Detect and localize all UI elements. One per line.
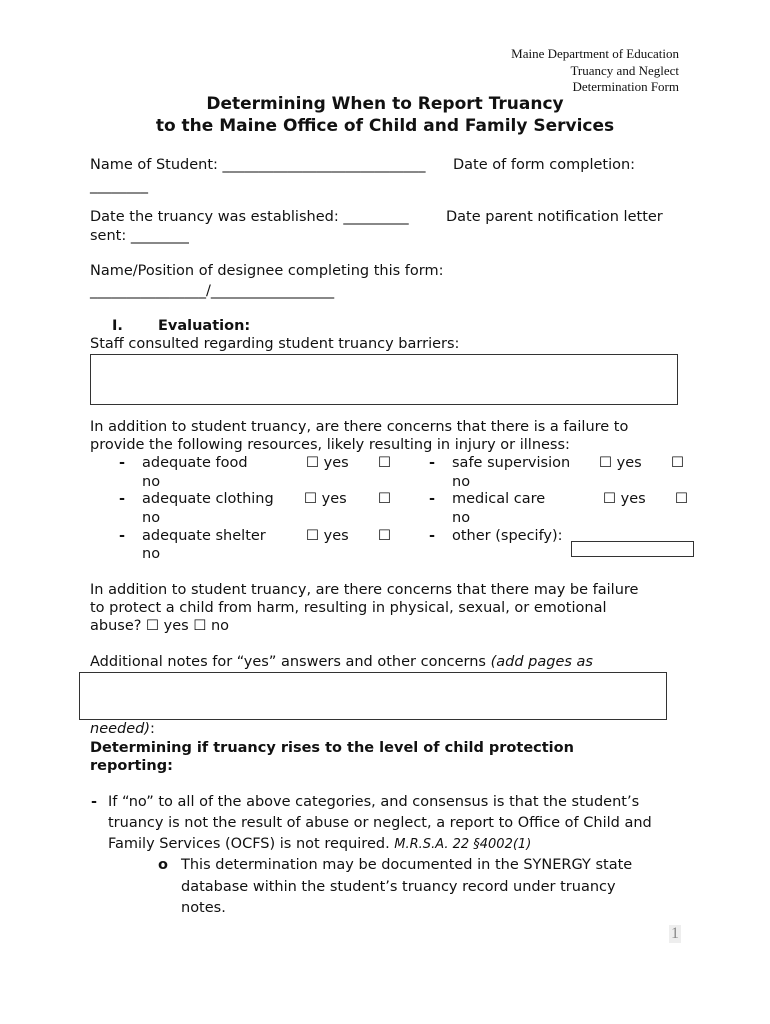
determining-p1: If “no” to all of the above categories, and consensus is that the student’s (108, 794, 640, 810)
shelter-no-checkbox[interactable]: ☐ (378, 528, 391, 544)
section-heading: Evaluation: (158, 318, 251, 334)
food-no-checkbox[interactable]: ☐ (378, 455, 391, 471)
bullet: - (429, 528, 436, 544)
page-number: 1 (671, 925, 679, 942)
supervision-no-label: no (452, 474, 471, 490)
sub-bullet: o (158, 857, 168, 873)
item-clothing: adequate clothing (142, 491, 274, 507)
form-date-field[interactable]: ________ (90, 178, 148, 194)
item-supervision: safe supervision (452, 455, 571, 471)
bullet: - (119, 455, 126, 471)
bullet: - (429, 455, 436, 471)
item-shelter: adequate shelter (142, 528, 266, 544)
protect-line3[interactable]: abuse? ☐ yes ☐ no (90, 618, 230, 634)
parent-letter-label: Date parent notification letter (446, 209, 663, 225)
student-name-field[interactable]: Name of Student: ____________________________ (90, 157, 426, 173)
determining-heading-line1: Determining if truancy rises to the level of child protection (90, 740, 574, 756)
bullet: - (119, 491, 126, 507)
clothing-yes-checkbox[interactable]: ☐ yes (304, 491, 347, 507)
synergy-line2: database within the student’s truancy record under truancy (181, 879, 616, 895)
protect-line1: In addition to student truancy, are there concerns that there may be failure (90, 582, 639, 598)
supervision-yes-checkbox[interactable]: ☐ yes (599, 455, 642, 471)
protect-line2: to protect a child from harm, resulting in physical, sexual, or emotional (90, 600, 607, 616)
clothing-no-label: no (142, 510, 161, 526)
shelter-no-label: no (142, 546, 161, 562)
determining-p2: truancy is not the result of abuse or neglect, a report to Office of Child and (108, 815, 652, 831)
supervision-no-checkbox[interactable]: ☐ (671, 455, 684, 471)
synergy-line3: notes. (181, 900, 226, 916)
header-form-name: Determination Form (572, 79, 679, 94)
food-no-label: no (142, 474, 161, 490)
bullet: - (91, 794, 98, 810)
notes-input[interactable] (79, 672, 667, 720)
page-title-line2: to the Maine Office of Child and Family Services (155, 116, 615, 136)
resources-intro-line2: provide the following resources, likely resulting in injury or illness: (90, 437, 570, 453)
section-number: I. (112, 318, 123, 334)
notes-label-end: needed): (90, 721, 155, 737)
bullet: - (429, 491, 436, 507)
staff-consulted-input[interactable] (90, 354, 678, 405)
resources-intro-line1: In addition to student truancy, are there concerns that there is a failure to (90, 419, 629, 435)
header-department: Maine Department of Education (511, 46, 679, 61)
header-truancy: Truancy and Neglect (570, 63, 679, 78)
determining-heading-line2: reporting: (90, 758, 173, 774)
page-title-line1: Determining When to Report Truancy (206, 94, 564, 114)
parent-letter-field[interactable]: sent: ________ (90, 228, 189, 244)
clothing-no-checkbox[interactable]: ☐ (378, 491, 391, 507)
notes-label: Additional notes for “yes” answers and other concerns (add pages as (90, 654, 593, 670)
truancy-date-field[interactable]: Date the truancy was established: _________ (90, 209, 409, 225)
medical-no-label: no (452, 510, 471, 526)
designee-label: Name/Position of designee completing this form: (90, 263, 444, 279)
staff-consulted-label: Staff consulted regarding student truancy barriers: (90, 336, 460, 352)
determining-p3: Family Services (OCFS) is not required. M.R.S.A. 22 §4002(1) (108, 836, 532, 852)
medical-no-checkbox[interactable]: ☐ (675, 491, 688, 507)
form-date-label: Date of form completion: (453, 157, 636, 173)
food-yes-checkbox[interactable]: ☐ yes (306, 455, 349, 471)
item-other: other (specify): (452, 528, 563, 544)
item-food: adequate food (142, 455, 248, 471)
synergy-line1: This determination may be documented in the SYNERGY state (181, 857, 633, 873)
other-specify-input[interactable] (571, 541, 694, 557)
bullet: - (119, 528, 126, 544)
medical-yes-checkbox[interactable]: ☐ yes (603, 491, 646, 507)
item-medical: medical care (452, 491, 546, 507)
shelter-yes-checkbox[interactable]: ☐ yes (306, 528, 349, 544)
designee-field[interactable]: ________________/_________________ (90, 283, 335, 299)
